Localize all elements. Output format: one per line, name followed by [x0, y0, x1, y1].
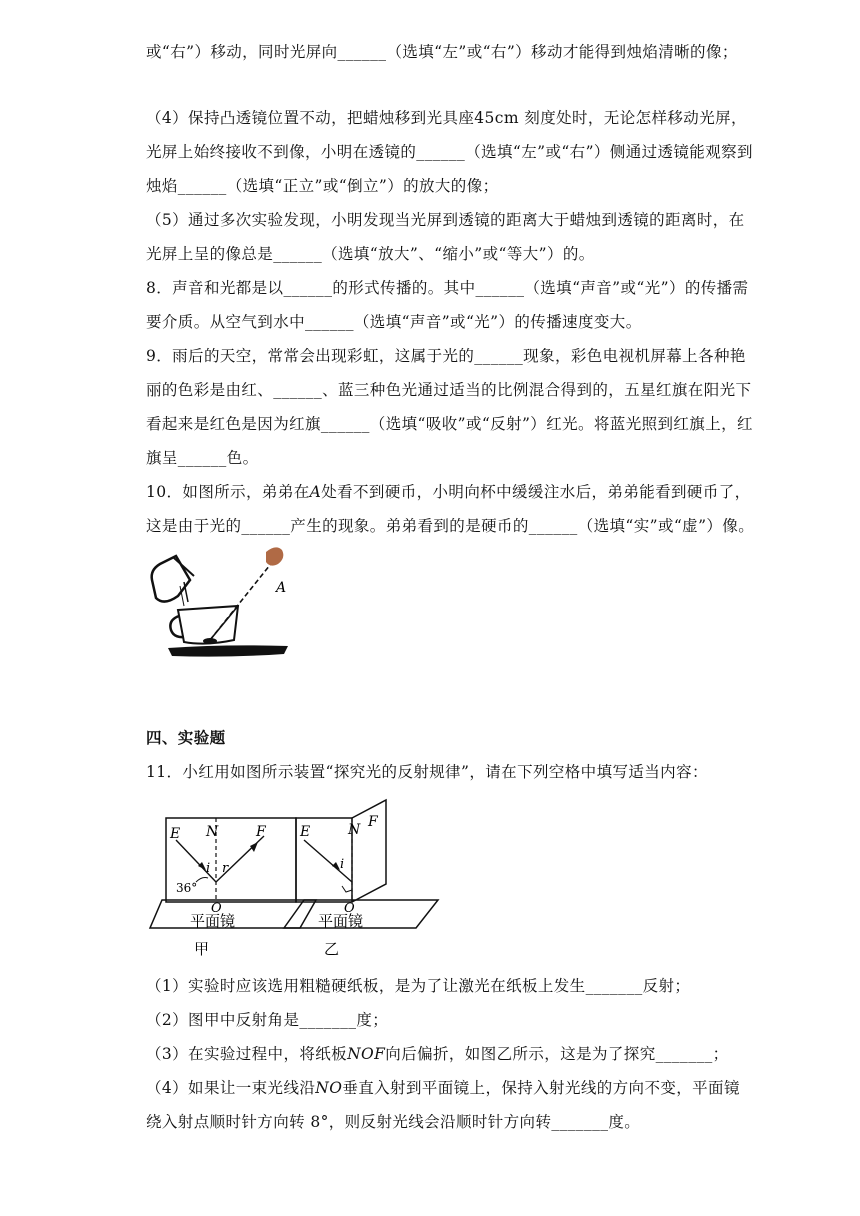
- text-line: 8．声音和光都是以______的形式传播的。其中______（选填“声音”或“光”）的传播需: [146, 279, 749, 297]
- label-o: O: [211, 901, 222, 916]
- point-label: A: [309, 483, 322, 501]
- italic-term: NO: [315, 1079, 343, 1097]
- label-n: N: [206, 824, 219, 840]
- mirror-label: 平面镜: [318, 912, 364, 930]
- question-11-intro: 11．小红用如图所示装置“探究光的反射规律”，请在下列空格中填写适当内容：: [146, 763, 708, 781]
- angle-label: 36°: [176, 881, 198, 895]
- label-f: F: [256, 824, 266, 840]
- cup-coin-figure: [146, 540, 306, 665]
- label-r: r: [222, 861, 229, 876]
- label-e: E: [300, 824, 311, 840]
- text-segment: 向后偏折，如图乙所示，这是为了探究_______；: [385, 1045, 729, 1063]
- text-segment: 垂直入射到平面镜上，保持入射光线的方向不变，平面镜: [342, 1079, 740, 1097]
- text-line: 烛焰______（选填“正立”或“倒立”）的放大的像；: [146, 177, 499, 195]
- label-o: O: [344, 901, 355, 916]
- text-line: 丽的色彩是由红、______、蓝三种色光通过适当的比例混合得到的，五星红旗在阳光下: [146, 381, 752, 399]
- text-line: 或“右”）移动，同时光屏向______（选填“左”或“右”）移动才能得到烛焰清晰的像；: [146, 43, 738, 61]
- text-line: （4）保持凸透镜位置不动，把蜡烛移到光具座45cm 刻度处时，无论怎样移动光屏，: [146, 109, 747, 127]
- question-11-part-2: （2）图甲中反射角是_______度；: [146, 1011, 389, 1029]
- label-i: i: [340, 857, 345, 872]
- text-segment: 10．如图所示，弟弟在: [146, 483, 310, 501]
- text-segment: 处看不到硬币，小明向杯中缓缓注水后，弟弟能看到硬币了，: [321, 483, 751, 501]
- text-segment: （4）如果让一束光线沿: [146, 1079, 316, 1097]
- label-f: F: [368, 814, 378, 830]
- label-e: E: [170, 826, 181, 842]
- reflection-figure: [146, 796, 456, 966]
- text-segment: （3）在实验过程中，将纸板: [146, 1045, 348, 1063]
- text-line: 要介质。从空气到水中______（选填“声音”或“光”）的传播速度变大。: [146, 313, 642, 331]
- text-line: 9．雨后的天空，常常会出现彩虹，这属于光的______现象，彩色电视机屏幕上各种艳: [146, 347, 746, 365]
- figure-jia: [150, 818, 316, 958]
- section-title: 四、实验题: [146, 728, 226, 747]
- question-11-part-1: （1）实验时应该选用粗糙硬纸板，是为了让激光在纸板上发生_______反射；: [146, 977, 691, 995]
- text-line: 光屏上始终接收不到像，小明在透镜的______（选填“左”或“右”）侧通过透镜能观察到: [146, 143, 753, 161]
- figure-yi: [284, 800, 438, 958]
- point-a-label: A: [276, 580, 287, 596]
- question-11-part-4-cont: 绕入射点顺时针方向转 8°，则反射光线会沿顺时针方向转_______度。: [146, 1113, 641, 1131]
- question-11-part-4: [146, 1076, 740, 1098]
- text-line: 这是由于光的______产生的现象。弟弟看到的是硬币的______（选填“实”或“虚”）像。: [146, 517, 755, 535]
- text-line: 光屏上呈的像总是______（选填“放大”、“缩小”或“等大”）的。: [146, 245, 595, 263]
- label-n: N: [348, 822, 361, 838]
- text-line: 旗呈______色。: [146, 449, 259, 467]
- figure-caption: 乙: [324, 940, 340, 958]
- mirror-label: 平面镜: [190, 912, 236, 930]
- italic-term: NOF: [347, 1045, 386, 1063]
- question-11-part-3: [146, 1042, 729, 1064]
- text-line: 看起来是红色是因为红旗______（选填“吸收”或“反射”）红光。将蓝光照到红旗上，红: [146, 415, 753, 433]
- text-line: [146, 480, 751, 502]
- text-line: （5）通过多次实验发现，小明发现当光屏到透镜的距离大于蜡烛到透镜的距离时，在: [146, 211, 745, 229]
- label-i: i: [206, 861, 211, 876]
- figure-caption: 甲: [194, 940, 210, 958]
